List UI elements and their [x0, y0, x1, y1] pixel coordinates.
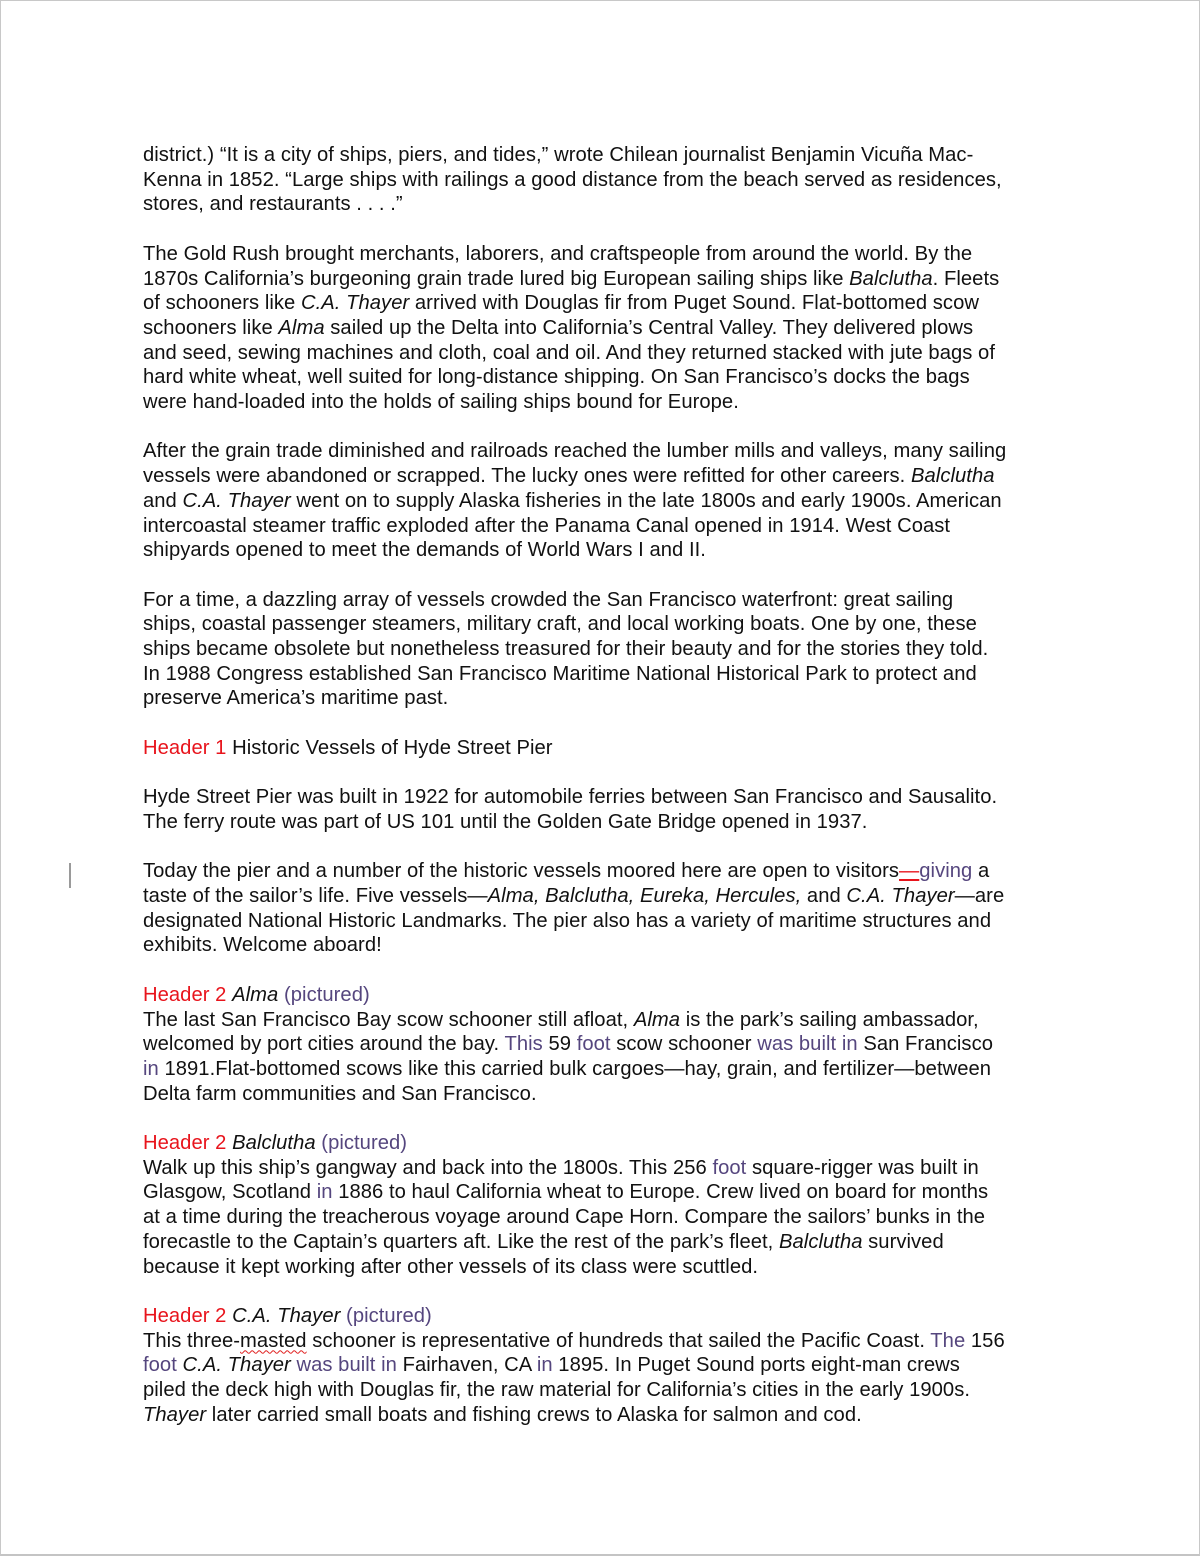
text-line: In 1988 Congress established San Francisco Maritime National Historical Park to protect and — [143, 662, 977, 685]
tracked-insertion[interactable]: foot — [712, 1156, 747, 1179]
text-line — [143, 983, 1073, 1008]
change-bar — [69, 863, 71, 888]
heading-1 — [143, 736, 1073, 761]
text-run: arrived with Douglas fir from Puget Sound. Flat-bottomed scow — [409, 292, 979, 315]
text-run: of schooners like — [143, 292, 301, 315]
tracked-insertion[interactable]: in — [536, 1354, 553, 1377]
text-line — [143, 489, 1073, 514]
paragraph-gold-rush — [143, 242, 1073, 415]
text-run: square-rigger was built in — [746, 1156, 979, 1179]
paragraph-waterfront — [143, 588, 1073, 712]
text-line — [143, 1403, 1073, 1428]
text-line — [143, 884, 1073, 909]
text-line — [143, 1057, 1073, 1082]
style-tag: Header 2 — [143, 983, 227, 1006]
text-run: 59 — [542, 1033, 577, 1056]
spellcheck-flagged-word[interactable]: masted — [240, 1329, 307, 1352]
ship-name: C.A. Thayer — [301, 292, 410, 315]
tracked-insertion[interactable]: giving — [919, 860, 973, 883]
text-line: district.) “It is a city of ships, piers, and tides,” wrote Chilean journalist Benjamin Vicuña Mac- — [143, 144, 974, 166]
text-line — [143, 859, 1073, 884]
tracked-insertion[interactable]: in — [143, 1057, 159, 1080]
text-run: 1886 to haul California wheat to Europe. Crew lived on board for months — [332, 1181, 989, 1204]
paragraph-thayer — [143, 1329, 1073, 1428]
document-body[interactable] — [143, 143, 1073, 1452]
text-run: went on to supply Alaska fisheries in the late 1800s and early 1900s. American — [290, 489, 1002, 512]
ship-name: C.A. Thayer — [182, 1354, 291, 1377]
text-run: 1895. In Puget Sound ports eight-man crews — [552, 1354, 960, 1377]
text-run: —are — [954, 885, 1005, 907]
text-run: schooner is representative of hundreds that sailed the Pacific Coast. — [306, 1329, 931, 1352]
text-run: . Fleets — [932, 267, 1000, 290]
text-run: 1870s California’s burgeoning grain trade lured big European sailing ships like — [143, 267, 850, 290]
text-run: This three- — [143, 1329, 241, 1352]
tracked-insertion[interactable]: foot — [143, 1354, 177, 1377]
tracked-insertion[interactable]: was built in — [757, 1033, 858, 1056]
ship-names: Alma, Balclutha, Eureka, Hercules, — [487, 885, 802, 907]
text-line — [143, 1304, 1073, 1329]
text-line: and seed, sewing machines and cloth, coal and oil. And they returned stacked with jute bags of — [143, 341, 995, 364]
tracked-insertion[interactable]: (pictured) — [346, 1304, 432, 1327]
text-run: is the park’s sailing ambassador, — [680, 1008, 979, 1031]
text-line — [143, 1329, 1073, 1354]
text-line: ships, coastal passenger steamers, military craft, and local working boats. One by one, these — [143, 613, 977, 636]
paragraph-alma — [143, 1008, 1073, 1107]
paragraph-hyde-street-pier — [143, 785, 1073, 834]
text-run: sailed up the Delta into California’s Central Valley. They delivered plows — [324, 316, 974, 339]
text-line — [143, 464, 1073, 489]
text-line — [143, 1131, 1073, 1156]
text-run: Glasgow, Scotland — [143, 1181, 317, 1204]
text-run: Fairhaven, CA — [396, 1354, 537, 1377]
ship-name: C.A. Thayer — [846, 885, 955, 907]
text-line: designated National Historic Landmarks. The pier also has a variety of maritime structures and — [143, 909, 992, 932]
ship-name: Balclutha — [779, 1230, 863, 1253]
text-line — [143, 1230, 1073, 1255]
text-run: schooners like — [143, 316, 279, 339]
text-line: exhibits. Welcome aboard! — [143, 934, 382, 957]
text-run: Walk up this ship’s gangway and back into the 1800s. This 256 — [143, 1156, 713, 1179]
paragraph-today — [143, 859, 1073, 958]
style-tag: Header 2 — [143, 1304, 227, 1327]
text-run: Today the pier and a number of the historic vessels moored here are open to visitors — [143, 860, 900, 883]
text-line: because it kept working after other vessels of its class were scuttled. — [143, 1255, 759, 1278]
text-line: hard white wheat, well suited for long-distance shipping. On San Francisco’s docks the bags — [143, 366, 970, 389]
text-run: and — [143, 489, 183, 512]
heading-2-alma — [143, 983, 1073, 1008]
paragraph-quote-vicuna — [143, 143, 1073, 217]
text-line — [143, 1353, 1073, 1378]
text-line: were hand-loaded into the holds of sailing ships bound for Europe. — [143, 391, 739, 414]
text-run: a — [972, 860, 990, 883]
text-line: Hyde Street Pier was built in 1922 for automobile ferries between San Francisco and Sausalito. — [143, 786, 998, 809]
text-line — [143, 1008, 1073, 1033]
text-line: preserve America’s maritime past. — [143, 687, 449, 710]
text-line: For a time, a dazzling array of vessels crowded the San Francisco waterfront: great sailing — [143, 588, 954, 611]
tracked-insertion[interactable]: This — [504, 1033, 543, 1056]
text-run: and — [801, 885, 847, 907]
text-line: After the grain trade diminished and railroads reached the lumber mills and valleys, many sailing — [143, 440, 1007, 463]
text-line: The ferry route was part of US 101 until the Golden Gate Bridge opened in 1937. — [143, 810, 868, 833]
tracked-insertion[interactable]: in — [316, 1181, 333, 1204]
tracked-insertion[interactable]: (pictured) — [321, 1132, 408, 1154]
text-run: 156 — [965, 1329, 1005, 1352]
ship-name: C.A. Thayer — [182, 489, 291, 512]
tracked-insertion[interactable]: foot — [576, 1033, 611, 1056]
text-line — [143, 736, 1073, 761]
text-line — [143, 291, 1073, 316]
ship-name: Alma — [278, 316, 325, 339]
tracked-deletion[interactable]: — — [899, 860, 920, 883]
heading-2-balclutha — [143, 1131, 1073, 1156]
heading-2-thayer — [143, 1304, 1073, 1329]
ship-name: Balclutha — [849, 267, 933, 290]
text-run: forecastle to the Captain’s quarters aft. Like the rest of the park’s fleet, — [143, 1230, 779, 1253]
paragraph-grain-trade — [143, 439, 1073, 563]
tracked-insertion[interactable]: (pictured) — [284, 983, 370, 1006]
text-line: Kenna in 1852. “Large ships with railings a good distance from the beach served as residences, — [143, 168, 1002, 191]
text-line — [143, 267, 1073, 292]
text-run: The last San Francisco Bay scow schooner still afloat, — [143, 1008, 634, 1031]
text-line: Delta farm communities and San Francisco. — [143, 1082, 537, 1105]
paragraph-balclutha — [143, 1156, 1073, 1280]
text-line: shipyards opened to meet the demands of World Wars I and II. — [143, 539, 706, 562]
text-line: stores, and restaurants . . . .” — [143, 193, 403, 216]
text-line — [143, 1156, 1073, 1181]
text-line: The Gold Rush brought merchants, laborers, and craftspeople from around the world. By the — [143, 242, 973, 265]
text-line: ships became obsolete but nonetheless treasured for their beauty and for the stories they told. — [143, 638, 989, 661]
text-run: vessels were abandoned or scrapped. The lucky ones were refitted for other careers. — [143, 465, 911, 488]
ship-name: Balclutha — [232, 1132, 316, 1154]
text-run: 1891.Flat-bottomed scows like this carried bulk cargoes—hay, grain, and fertilizer—between — [158, 1057, 992, 1080]
text-run: survived — [862, 1230, 944, 1253]
text-line — [143, 1180, 1073, 1205]
tracked-insertion[interactable]: The — [930, 1329, 966, 1352]
text-run: San Francisco — [857, 1033, 993, 1056]
text-run: taste of the sailor’s life. Five vessels— — [143, 885, 488, 907]
ship-name: Thayer — [143, 1403, 207, 1426]
tracked-insertion[interactable]: was built in — [296, 1354, 397, 1377]
ship-name: Balclutha — [911, 465, 995, 488]
text-line — [143, 316, 1073, 341]
text-run: scow schooner — [610, 1033, 758, 1056]
style-tag: Header 2 — [143, 1132, 227, 1154]
ship-name: C.A. Thayer — [232, 1304, 341, 1327]
text-run: welcomed by port cities around the bay. — [143, 1033, 505, 1056]
text-line — [143, 1032, 1073, 1057]
heading-text: Historic Vessels of Hyde Street Pier — [226, 736, 553, 759]
text-line: intercoastal steamer traffic exploded after the Panama Canal opened in 1914. West Coast — [143, 514, 951, 537]
ship-name: Alma — [232, 983, 279, 1006]
text-run: later carried small boats and fishing crews to Alaska for salmon and cod. — [206, 1403, 862, 1426]
ship-name: Alma — [633, 1008, 681, 1031]
style-tag: Header 1 — [143, 736, 227, 759]
text-line: piled the deck high with Douglas fir, the raw material for California’s cities in the early 1900s. — [143, 1379, 971, 1402]
text-line: at a time during the treacherous voyage around Cape Horn. Compare the sailors’ bunks in the — [143, 1206, 986, 1229]
